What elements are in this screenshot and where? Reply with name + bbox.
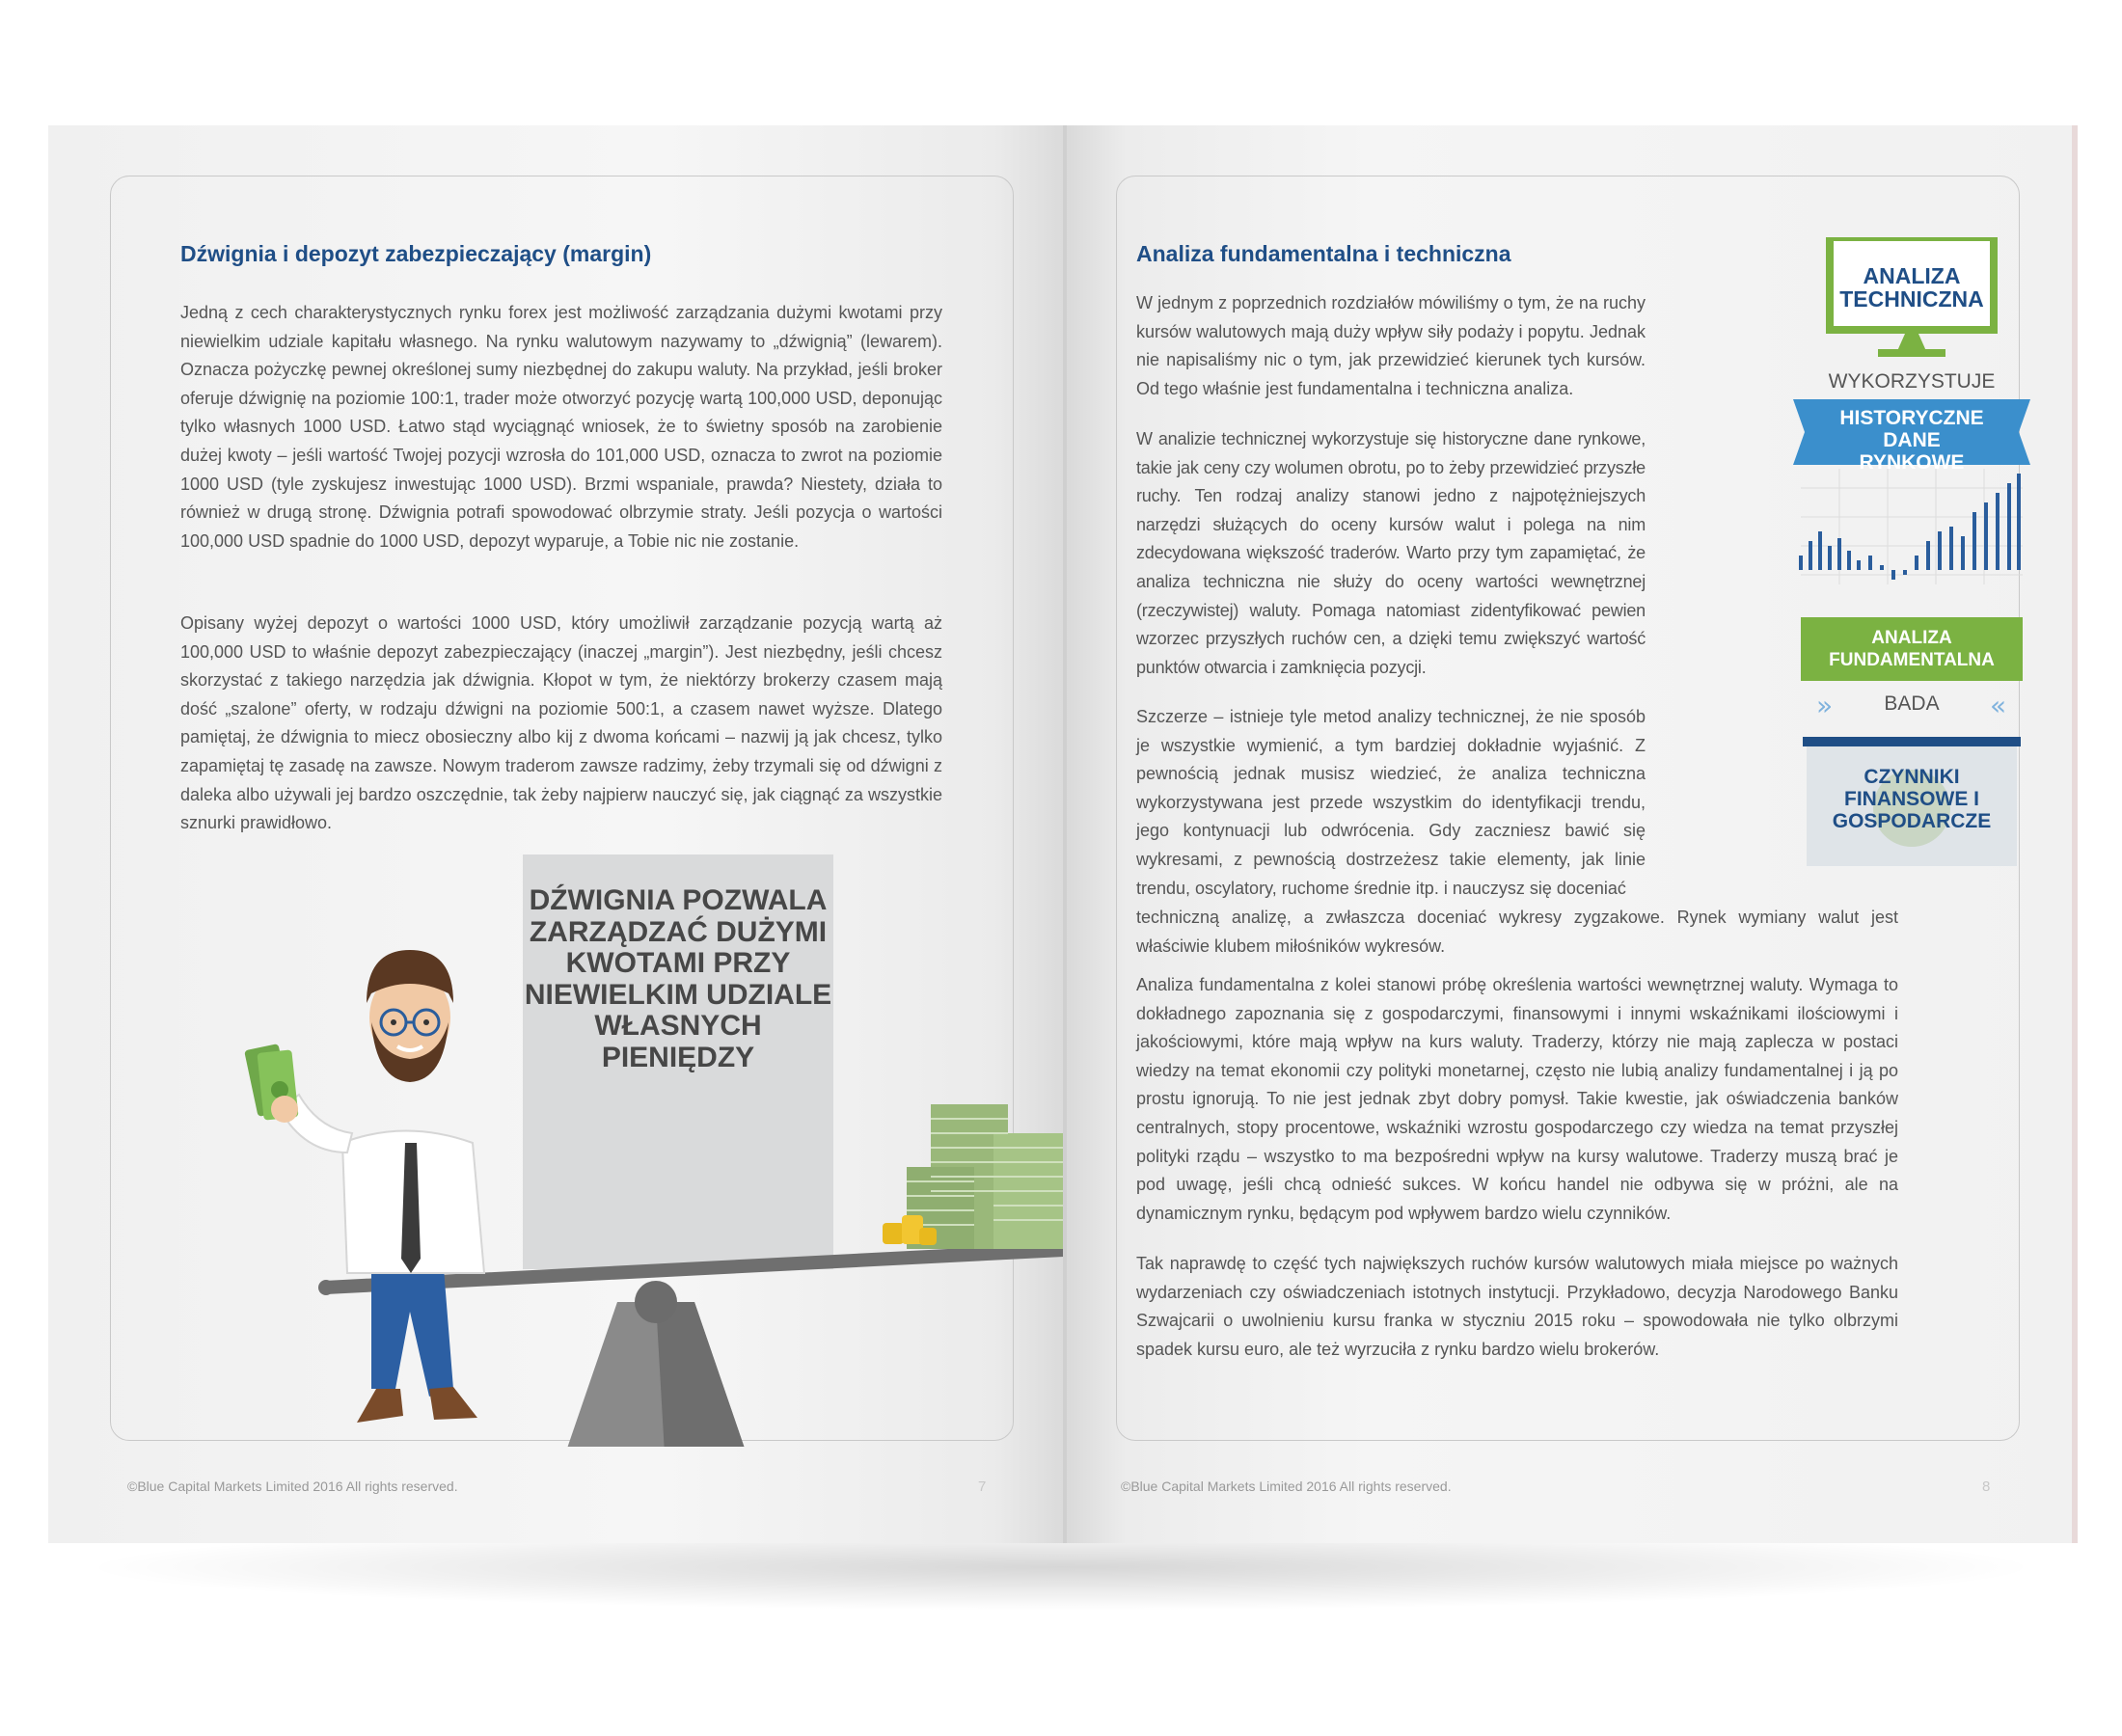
trader-seesaw-illustration	[212, 936, 1080, 1447]
seesaw-pivot	[635, 1281, 677, 1323]
financial-factors-label: CZYNNIKI FINANSOWE I GOSPODARCZE	[1832, 766, 1992, 832]
board-top-bar	[1803, 737, 2021, 746]
page-edge	[2072, 125, 2078, 1543]
examines-label: BADA	[1884, 692, 1940, 715]
right-page	[1066, 125, 2074, 1543]
right-paragraph-4: Analiza fundamentalna z kolei stanowi próbę określenia wartości wewnętrznej waluty. Wymaga to dokładnego zapoznania się z gospodarczymi, finansowymi i innymi wskaźnikami ilościowymi i jakościowymi, które mają wpływ na kurs waluty. Traderzy, którzy nie mają zaplecza w postaci wiedzy na temat ekonomii czy polityki monetarnej, często nie lubią analizy fundamentalnej i ją po prostu ignorują. To nie jest jednak zbyt dobry pomysł. Takie kwestie, jak oświadczenia banków centralnych, stopy procentowe, wskaźniki wzrostu gospodarczego czy wiedza na temat przyszłej polityki rządu – wszystko to ma bezpośredni wpływ na kursy walutowe. Traderzy muszą brać je pod uwagę, jeśli chcą odnieść sukces. W końcu handel nie odbywa się w próżni, ale na dynamicznym rynku, będącym pod wpływem bardzo wielu czynników.	[1136, 975, 1898, 1223]
right-paragraph-2: W analizie technicznej wykorzystuje się historyczne dane rynkowe, takie jak ceny czy wolumen obrotu, po to żeby przewidzieć przyszłe ruchy. Ten rodzaj analizy stanowi jedno z najpotężniejszych narzędzi służących do oceny kursów walut i polega na nim zdecydowana większość traderów. Warto przy tym zapamiętać, że analiza techniczna nie służy do oceny wartości wewnętrznej (rzeczywistej) waluty. Pomaga natomiast zidentyfikować pewien wzorzec przyszłych ruchów cen, a dzięki temu zwiększyć wartość punktów otwarcia i zamknięcia pozycji.	[1136, 429, 1646, 677]
chevron-right-icon: »	[1816, 690, 1834, 721]
analysis-infographic	[1782, 237, 2042, 866]
left-paragraph-1: Jedną z cech charakterystycznych rynku forex jest możliwość zarządzania dużymi kwotami przy niewielkim udziale kapitału własnego. Na rynku walutowym nazywamy to „dźwignią” (lewarem). Oznacza pożyczkę pewnej określonej sumy niezbędnej do zakupu waluty. Na przykład, jeśli broker oferuje dźwignię na poziomie 100:1, trader może otworzyć pozycję wartą 100,000 USD, deponując tylko własnych 1000 USD. Łatwo stąd wyciągnąć wniosek, że to świetny sposób na zarobienie dużej kwoty – jeśli wartość Twojej pozycji wzrosła do 101,000 USD, oznacza to zwrot na poziomie 1000 USD (tyle zyskujesz inwestując 1000 USD). Brzmi wspaniale, prawda? Niestety, działa to również w drugą stronę. Dźwignia potrafi spowodować olbrzymie straty. Jeśli pozycja o wartości 100,000 USD spadnie do 1000 USD, depozyt wyparuje, a Tobie nic nie zostanie.	[180, 303, 942, 551]
book-spine	[1063, 125, 1067, 1543]
banknote-stacks	[907, 1104, 1071, 1249]
right-paragraph-1: W jednym z poprzednich rozdziałów mówiliśmy o tym, że na ruchy kursów walutowych mają duży wpływ siły podaży i popytu. Jednak nie napisaliśmy nic o tym, jak przewidzieć kierunek tych kursów. Od tego właśnie jest fundamentalna i techniczna analiza.	[1136, 293, 1646, 398]
right-paragraph-3: Szczerze – istnieje tyle metod analizy technicznej, że nie sposób je wszystkie wymienić, a tym bardziej dokładnie wyjaśnić. Z pewnością jednak musisz wiedzieć, że analiza techniczna wykorzystywana jest przede wszystkim do identyfikacji trendu, jego kontynuacji lub odwrócenia. Gdy zaczniesz bawić się wykresami, z pewnością dostrzeżesz takie elementy, jak linie trendu, oscylatory, ruchome średnie itp. i nauczysz się doceniać	[1136, 707, 1646, 898]
chevron-left-icon: «	[1990, 690, 2007, 721]
historical-data-label: HISTORYCZNE DANE RYNKOWE	[1839, 407, 1984, 474]
uses-label: WYKORZYSTUJE	[1828, 370, 1996, 393]
technical-analysis-label: ANALIZA TECHNICZNA	[1839, 263, 1984, 312]
right-heading: Analiza fundamentalna i techniczna	[1136, 241, 1511, 266]
fundamental-analysis-label: ANALIZA FUNDAMENTALNA	[1829, 628, 1995, 670]
bar-chart-icon	[1801, 469, 2023, 584]
leverage-callout-text: DŹWIGNIA POZWALA ZARZĄDZAĆ DUŻYMI KWOTAMI PRZY NIEWIELKIM UDZIALE WŁASNYCH PIENIĘDZY	[524, 884, 832, 1073]
right-paragraph-5: Tak naprawdę to część tych największych ruchów kursów walutowych miała miejsce po ważnych wydarzeniach czy oświadczeniach istotnych instytucji. Przykładowo, decyzja Narodowego Banku Szwajcarii o uwolnieniu kursu franka w styczniu 2015 roku – spowodowała nie tylko olbrzymi spadek kursu euro, ale też wyrzuciła z rynku bardzo wielu brokerów.	[1136, 1254, 1898, 1359]
left-page	[48, 125, 1066, 1543]
left-page-number: 7	[978, 1478, 987, 1495]
left-footer-copyright: ©Blue Capital Markets Limited 2016 All rights reserved.	[127, 1478, 458, 1494]
trader-character	[244, 950, 484, 1423]
right-footer-copyright: ©Blue Capital Markets Limited 2016 All rights reserved.	[1121, 1478, 1452, 1494]
right-page-number: 8	[1982, 1478, 1991, 1495]
left-heading: Dźwignia i depozyt zabezpieczający (margin)	[180, 241, 652, 266]
right-paragraph-3-continued: techniczną analizę, a zwłaszcza doceniać wykresy zygzakowe. Rynek wymiany walut jest właściwie klubem miłośników wykresów.	[1136, 908, 1898, 956]
left-paragraph-2: Opisany wyżej depozyt o wartości 1000 USD, który umożliwił zarządzanie pozycją wartą aż 100,000 USD to właśnie depozyt zabezpieczający (inaczej „margin”). Jest niezbędny, jeśli chcesz skorzystać z takiego narzędzia jak dźwignia. Kłopot w tym, że niektórzy brokerzy czasem mają dość „szalone” oferty, w rodzaju dźwigni na poziomie 500:1, a czasem nawet wyższe. Dlatego pamiętaj, że dźwignia to miecz obosieczny albo kij z dwoma końcami – nazwij ją jak chcesz, tylko zapamiętaj tę zasadę na zawsze. Nowym traderom zawsze radzimy, żeby trzymali się od dźwigni z daleka albo używali jej bardzo oszczędnie, tak żeby najpierw nauczyć się, jak ciągnąć za wszystkie sznurki prawidłowo.	[180, 613, 942, 833]
open-brochure	[48, 125, 2074, 1543]
